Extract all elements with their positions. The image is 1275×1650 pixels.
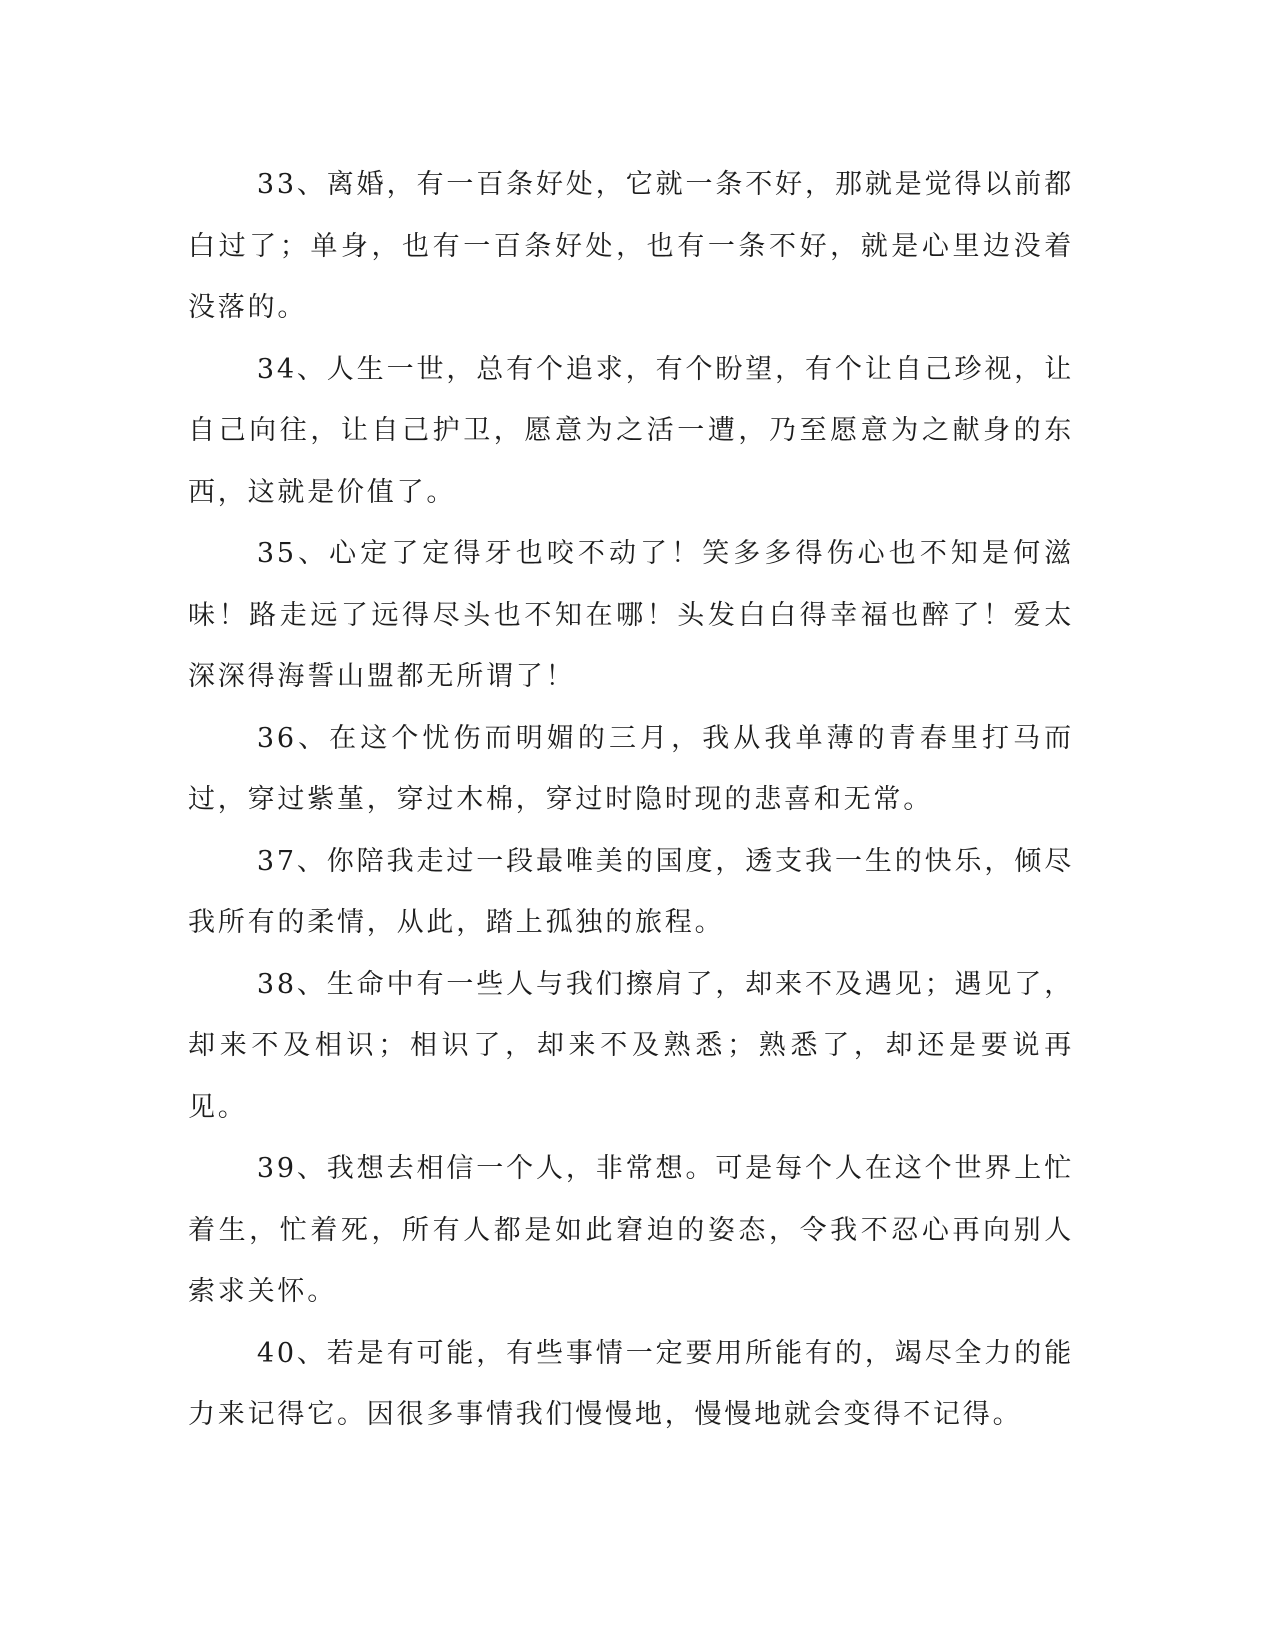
quote-paragraph-39: 39、我想去相信一个人，非常想。可是每个人在这个世界上忙着生，忙着死，所有人都是如此窘迫的姿态，令我不忍心再向别人索求关怀。: [188, 1153, 1074, 1307]
quote-paragraph-34: 34、人生一世，总有个追求，有个盼望，有个让自己珍视，让自己向往，让自己护卫，愿意为之活一遭，乃至愿意为之献身的东西，这就是价值了。: [188, 353, 1074, 508]
quote-paragraph-35: 35、心定了定得牙也咬不动了！笑多多得伤心也不知是何滋味！路走远了远得尽头也不知在哪！头发白白得幸福也醉了！爱太深深得海誓山盟都无所谓了！: [188, 538, 1074, 692]
document-body: [188, 154, 1074, 1446]
quote-paragraph-36: 36、在这个忧伤而明媚的三月，我从我单薄的青春里打马而过，穿过紫堇，穿过木棉，穿过时隐时现的悲喜和无常。: [188, 722, 1074, 815]
quote-paragraph-40: 40、若是有可能，有些事情一定要用所能有的，竭尽全力的能力来记得它。因很多事情我们慢慢地，慢慢地就会变得不记得。: [188, 1337, 1074, 1430]
quote-paragraph-33: 33、离婚，有一百条好处，它就一条不好，那就是觉得以前都白过了；单身，也有一百条好处，也有一条不好，就是心里边没着没落的。: [188, 169, 1074, 323]
quote-paragraph-37: 37、你陪我走过一段最唯美的国度，透支我一生的快乐，倾尽我所有的柔情，从此，踏上孤独的旅程。: [188, 845, 1074, 938]
quote-paragraph-38: 38、生命中有一些人与我们擦肩了，却来不及遇见；遇见了，却来不及相识；相识了，却来不及熟悉；熟悉了，却还是要说再见。: [188, 968, 1074, 1123]
